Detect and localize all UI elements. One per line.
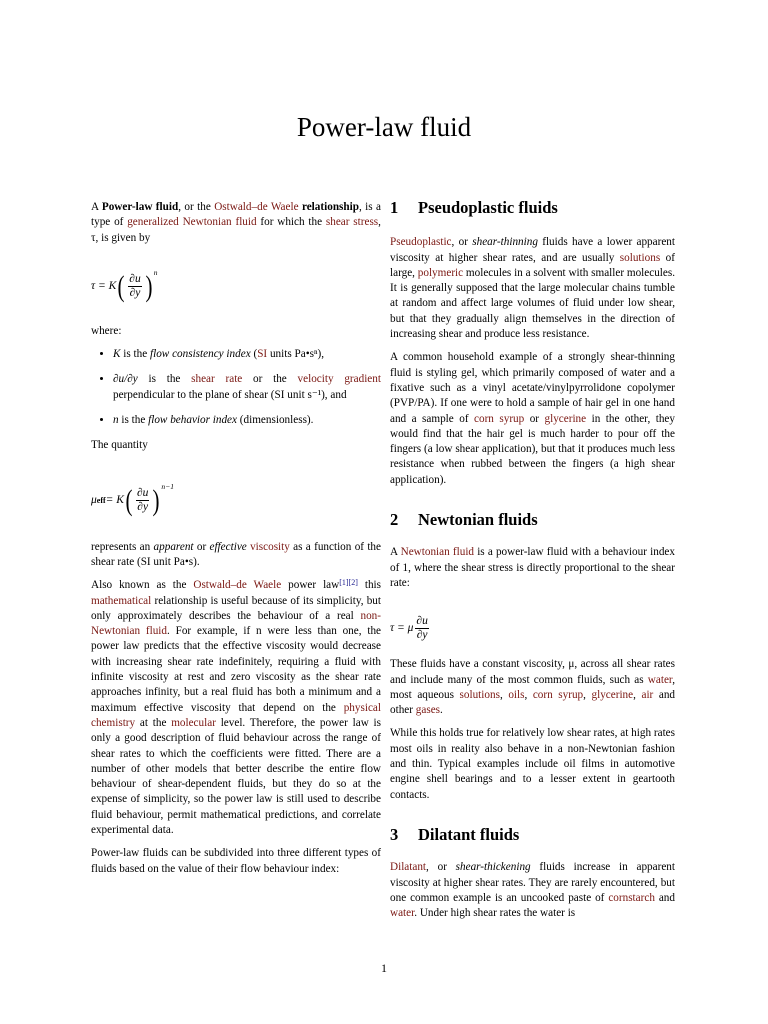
equation-newtonian: τ = μ $\frac{\partial u}{\partial y}$ (390, 614, 428, 641)
link-si[interactable]: SI (257, 348, 268, 361)
paren-open: ( (125, 483, 133, 517)
link-glycerine[interactable]: glycerine (544, 412, 587, 425)
fraction: $\frac{\partial u}{\partial y}$ (416, 614, 428, 641)
link-corn-syrup-2[interactable]: corn syrup (532, 688, 584, 701)
pseudoplastic-paragraph: Pseudoplastic, or shear-thinning fluids have a lower apparent viscosity at higher shear rates, and are usually solutions of large, polymeric molecules in a solvent with smaller molecules. It is generally supposed that the large molecular chains tumble at random and affect large volumes of fluid under low shear, but that they gradually align themselves in the direction of increasing shear and produce less resistance. (390, 236, 676, 341)
dilatant-paragraph: Dilatant, or shear-thickening fluids increase in apparent viscosity at higher shear rates. They are rarely encountered, but one common example is an uncooked paste of cornstarch and water. Under high shear rates the water is (390, 861, 675, 920)
link-shear-stress[interactable]: shear stress (325, 216, 379, 229)
link-newtonian-fluid[interactable]: Newtonian fluid (400, 546, 475, 559)
link-air[interactable]: air (641, 688, 654, 701)
link-non-newtonian-fluid[interactable]: non-Newtonian fluid (91, 609, 381, 638)
link-mathematical[interactable]: mathematical (91, 594, 152, 607)
list-item: • n is the flow behavior index (dimensionless). (113, 413, 381, 428)
link-pseudoplastic[interactable]: Pseudoplastic (390, 236, 452, 249)
link-glycerine-2[interactable]: glycerine (591, 688, 634, 701)
section-heading-pseudoplastic: 1 Pseudoplastic fluids (390, 198, 558, 217)
intro-paragraph: A Power-law fluid, or the Ostwald–de Waele relationship, is a type of generalized Newtonian fluid for which the shear stress, τ, is given by (91, 201, 381, 244)
link-molecular[interactable]: molecular (171, 716, 216, 729)
quantity-text: The quantity (91, 439, 148, 452)
paren-close: ) (152, 483, 160, 517)
link-solutions-2[interactable]: solutions (459, 688, 500, 701)
link-water-2[interactable]: water (390, 907, 415, 920)
household-example-paragraph: A common household example of a strongly shear-thinning fluid is styling gel, which primarily composed of water and a fixative such as a vinyl acetate/vinylpyrrolidone copolymer (PVP/PA). If one were to hold a sample of hair gel in one hand and a sample of corn syrup or glycerine in the other, they would find that the hair gel is much harder to pour off the fingers (a low shear application), but that it produces much less resistance when rubbed between the fingers (a high shear application). (390, 351, 675, 486)
link-viscosity[interactable]: viscosity (250, 540, 290, 553)
where-text: where: (91, 324, 122, 337)
equation-power-law: τ = K ( $\frac{\partial u}{\partial y}$ ) n (91, 268, 158, 303)
bold-term: Power-law fluid (101, 201, 179, 213)
link-solutions[interactable]: solutions (619, 251, 661, 264)
left-column (91, 200, 381, 885)
link-velocity-gradient[interactable]: velocity gradient (297, 373, 381, 386)
section-heading-newtonian: 2 Newtonian fluids (390, 510, 538, 530)
link-cornstarch[interactable]: cornstarch (608, 891, 655, 904)
represents-paragraph: represents an apparent or effective viscosity as a function of the shear rate (SI unit Pa•s). (91, 540, 381, 568)
link-corn-syrup[interactable]: corn syrup (474, 412, 525, 425)
link-generalized-newtonian-fluid[interactable]: generalized Newtonian fluid (127, 216, 257, 229)
link-water[interactable]: water (647, 673, 673, 686)
link-physical-chemistry[interactable]: physical chemistry (91, 701, 381, 729)
page-number: 1 (381, 961, 387, 975)
page-title: Power-law fluid (296, 112, 472, 142)
paren-open: ( (117, 269, 125, 303)
also-known-paragraph: Also known as the Ostwald–de Waele power law[1][2] this mathematical relationship is useful because of its simplicity, but only approximately describes the behaviour of a real non-Newtonian fluid. For example, if n were less than one, the power law predicts that the effective viscosity would decrease with increasing shear rate indefinitely, requiring a fluid with infinite viscosity at rest and zero viscosity as the shear rate approaches infinity, but a real fluid has both a minimum and a maximum effective viscosity that depend on the physical chemistry at the molecular level. Therefore, the power law is only a good description of fluid behaviour across the range of shear rates to which the coefficients were fitted. There are a number of other models that better describe the entire flow behaviour of shear-dependent fluids, but they do so at the expense of simplicity, so the power law is still used to describe fluid behaviour, permit mathematical predictions, and correlate experimental data. (91, 578, 382, 837)
constant-viscosity-paragraph: These fluids have a constant viscosity, μ, across all shear rates and include many of the most common fluids, such as water, most aqueous solutions, oils, corn syrup, glycerine, air and other gases. (390, 658, 676, 717)
link-shear-rate[interactable]: shear rate (191, 373, 243, 386)
fraction: $\frac{\partial u}{\partial y}$ (129, 273, 141, 300)
subdivided-paragraph: Power-law fluids can be subdivided into three different types of fluids based on the value of their flow behaviour index: (91, 847, 381, 875)
link-oils[interactable]: oils (508, 688, 525, 701)
high-shear-paragraph: While this holds true for relatively low shear rates, at high rates most oils in reality also behave in a non-Newtonian fashion and thin. Typical examples include oil films in automotive engine shell bearings and to a lesser extent in geartooth contacts. (390, 727, 675, 801)
paren-close: ) (145, 269, 153, 303)
section-heading-dilatant: 3 Dilatant fluids (390, 824, 520, 844)
fraction: $\frac{\partial u}{\partial y}$ (136, 487, 149, 514)
variable-list (91, 347, 381, 428)
list-item: • ∂u/∂y is the shear rate or the velocity gradient perpendicular to the plane of shear (SI unit s⁻¹), and (113, 372, 381, 403)
link-ostwald-de-waele[interactable]: Ostwald–de Waele (193, 579, 282, 592)
link-dilatant[interactable]: Dilatant (390, 861, 427, 874)
link-gases[interactable]: gases (415, 704, 441, 717)
citation-refs[interactable]: [1][2] (339, 578, 358, 588)
equation-effective-viscosity: μ eff = K ( $\frac{\partial u}{\partial y}$ ) n−1 (91, 482, 174, 517)
list-item: • K is the flow consistency index (SI units Pa•sⁿ), (113, 347, 381, 362)
link-ostwald[interactable]: Ostwald–de Waele (214, 201, 299, 213)
link-polymeric[interactable]: polymeric (417, 266, 464, 279)
newtonian-paragraph: A Newtonian fluid is a power-law fluid with a behaviour index of 1, where the shear stress is directly proportional to the shear rate: (390, 546, 675, 589)
right-column (390, 200, 675, 929)
